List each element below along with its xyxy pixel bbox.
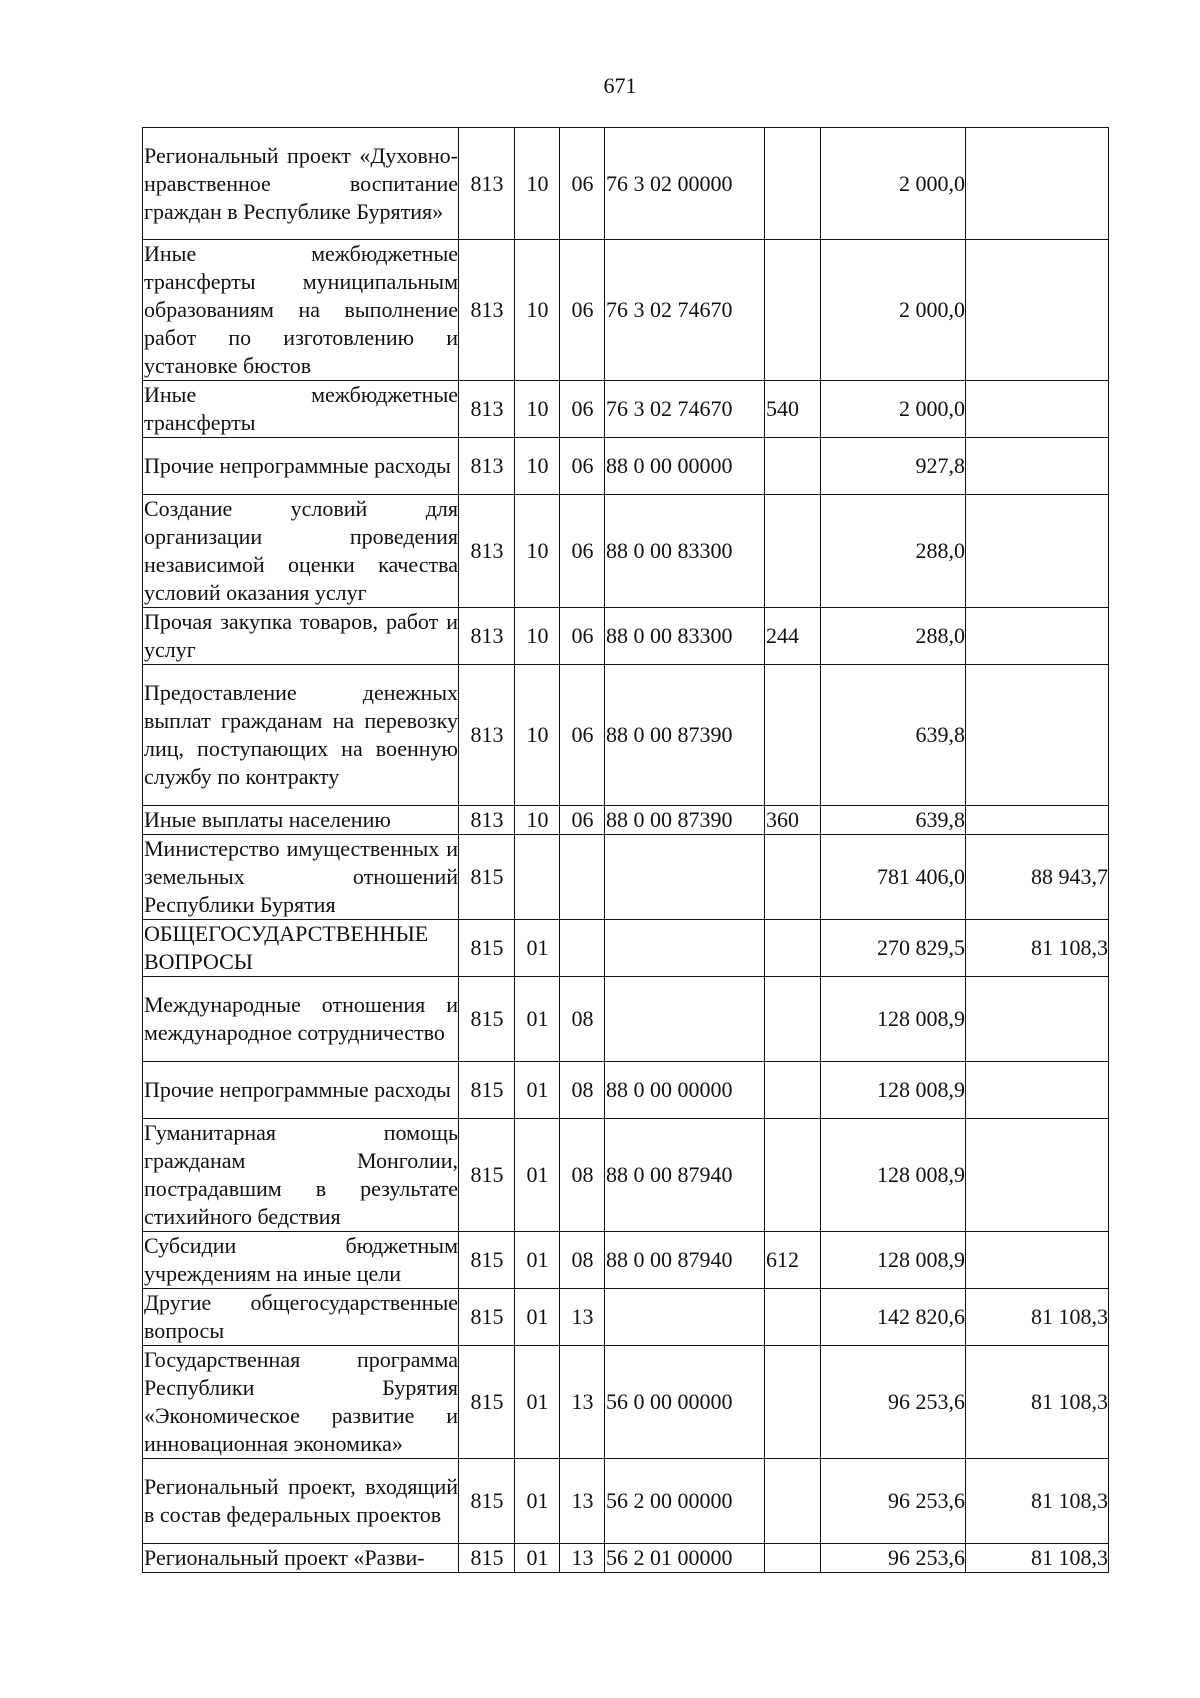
row-amount-federal	[966, 381, 1109, 438]
row-grbs-code: 815	[459, 977, 515, 1062]
row-amount-federal	[966, 806, 1109, 835]
row-section-code: 01	[515, 977, 560, 1062]
row-subsection-code: 08	[560, 977, 605, 1062]
row-section-code: 10	[515, 128, 560, 240]
row-subsection-code: 08	[560, 1232, 605, 1289]
row-amount: 128 008,9	[821, 1119, 966, 1232]
row-target-code: 76 3 02 00000	[605, 128, 765, 240]
row-amount-federal: 81 108,3	[966, 1346, 1109, 1459]
row-name: Гуманитарная помощь гражданам Монголии, пострадавшим в результате стихийного бедствия	[143, 1119, 459, 1232]
row-section-code: 01	[515, 1459, 560, 1544]
table-row	[143, 128, 1109, 240]
row-target-code	[605, 835, 765, 920]
row-expense-type	[765, 1346, 821, 1459]
row-grbs-code: 815	[459, 1232, 515, 1289]
row-name: Прочая закупка товаров, работ и услуг	[143, 608, 459, 665]
row-expense-type	[765, 495, 821, 608]
row-grbs-code: 815	[459, 920, 515, 977]
row-expense-type: 540	[765, 381, 821, 438]
row-amount-federal	[966, 438, 1109, 495]
row-target-code: 56 2 01 00000	[605, 1544, 765, 1573]
row-grbs-code: 815	[459, 1346, 515, 1459]
row-amount-federal	[966, 1119, 1109, 1232]
row-expense-type	[765, 977, 821, 1062]
row-section-code: 01	[515, 1346, 560, 1459]
table-row	[143, 835, 1109, 920]
row-name: Иные межбюджетные трансферты	[143, 381, 459, 438]
row-subsection-code: 08	[560, 1062, 605, 1119]
row-subsection-code: 08	[560, 1119, 605, 1232]
row-grbs-code: 813	[459, 495, 515, 608]
row-amount-federal: 81 108,3	[966, 1459, 1109, 1544]
row-grbs-code: 815	[459, 835, 515, 920]
row-section-code: 01	[515, 920, 560, 977]
row-subsection-code: 06	[560, 665, 605, 806]
row-amount: 288,0	[821, 608, 966, 665]
row-name: Субсидии бюджетным учреждениям на иные цели	[143, 1232, 459, 1289]
row-name: Другие общегосударственные вопросы	[143, 1289, 459, 1346]
table-row	[143, 1346, 1109, 1459]
row-expense-type	[765, 920, 821, 977]
table-row	[143, 806, 1109, 835]
row-name: Региональный проект, входящий в состав федеральных проектов	[143, 1459, 459, 1544]
row-amount: 2 000,0	[821, 128, 966, 240]
row-grbs-code: 813	[459, 665, 515, 806]
row-name: Международные отношения и международное сотрудничество	[143, 977, 459, 1062]
row-expense-type	[765, 835, 821, 920]
row-target-code: 88 0 00 87940	[605, 1232, 765, 1289]
row-amount: 639,8	[821, 806, 966, 835]
row-amount: 639,8	[821, 665, 966, 806]
row-amount-federal: 81 108,3	[966, 1544, 1109, 1573]
row-subsection-code	[560, 920, 605, 977]
row-name: Региональный проект «Духовно-нравственное воспитание граждан в Республике Бурятия»	[143, 128, 459, 240]
row-name: Региональный проект «Разви-	[143, 1544, 459, 1573]
row-subsection-code: 06	[560, 806, 605, 835]
row-amount: 288,0	[821, 495, 966, 608]
table-row	[143, 608, 1109, 665]
row-amount: 142 820,6	[821, 1289, 966, 1346]
row-expense-type	[765, 1289, 821, 1346]
row-name: Прочие непрограммные расходы	[143, 1062, 459, 1119]
row-section-code: 10	[515, 806, 560, 835]
row-section-code: 10	[515, 665, 560, 806]
row-subsection-code: 13	[560, 1346, 605, 1459]
row-name: Министерство имущественных и земельных отношений Республики Бурятия	[143, 835, 459, 920]
row-subsection-code: 13	[560, 1289, 605, 1346]
row-subsection-code: 06	[560, 240, 605, 381]
row-grbs-code: 815	[459, 1459, 515, 1544]
table-row	[143, 1232, 1109, 1289]
row-amount: 781 406,0	[821, 835, 966, 920]
row-grbs-code: 815	[459, 1062, 515, 1119]
row-section-code: 01	[515, 1544, 560, 1573]
row-subsection-code: 06	[560, 608, 605, 665]
row-section-code: 10	[515, 438, 560, 495]
table-row	[143, 920, 1109, 977]
row-section-code: 01	[515, 1289, 560, 1346]
row-amount-federal	[966, 1062, 1109, 1119]
row-section-code	[515, 835, 560, 920]
row-subsection-code: 06	[560, 495, 605, 608]
row-amount-federal	[966, 665, 1109, 806]
row-expense-type	[765, 1119, 821, 1232]
row-subsection-code: 06	[560, 381, 605, 438]
row-grbs-code: 813	[459, 128, 515, 240]
row-subsection-code: 13	[560, 1544, 605, 1573]
row-target-code: 76 3 02 74670	[605, 381, 765, 438]
row-name: Прочие непрограммные расходы	[143, 438, 459, 495]
row-expense-type	[765, 128, 821, 240]
row-name: Государственная программа Республики Бурятия «Экономическое развитие и инновационная экономика»	[143, 1346, 459, 1459]
row-amount: 96 253,6	[821, 1346, 966, 1459]
page-number: 671	[603, 73, 637, 98]
row-subsection-code: 13	[560, 1459, 605, 1544]
row-expense-type: 244	[765, 608, 821, 665]
row-amount: 128 008,9	[821, 977, 966, 1062]
row-name: ОБЩЕГОСУДАРСТВЕННЫЕ ВОПРОСЫ	[143, 920, 459, 977]
row-target-code: 88 0 00 83300	[605, 495, 765, 608]
row-expense-type: 360	[765, 806, 821, 835]
row-amount: 2 000,0	[821, 381, 966, 438]
row-amount: 96 253,6	[821, 1459, 966, 1544]
row-expense-type	[765, 438, 821, 495]
row-section-code: 10	[515, 608, 560, 665]
row-target-code	[605, 920, 765, 977]
row-amount: 270 829,5	[821, 920, 966, 977]
row-subsection-code	[560, 835, 605, 920]
table-row	[143, 240, 1109, 381]
row-name: Предоставление денежных выплат гражданам на перевозку лиц, поступающих на военную службу по контракту	[143, 665, 459, 806]
table-row	[143, 977, 1109, 1062]
row-target-code: 88 0 00 00000	[605, 1062, 765, 1119]
row-amount-federal: 81 108,3	[966, 920, 1109, 977]
row-subsection-code: 06	[560, 128, 605, 240]
row-target-code: 76 3 02 74670	[605, 240, 765, 381]
table-row	[143, 1544, 1109, 1573]
row-target-code: 56 2 00 00000	[605, 1459, 765, 1544]
row-expense-type	[765, 1459, 821, 1544]
row-amount: 927,8	[821, 438, 966, 495]
table-row	[143, 495, 1109, 608]
row-amount: 128 008,9	[821, 1232, 966, 1289]
row-amount: 96 253,6	[821, 1544, 966, 1573]
row-grbs-code: 815	[459, 1544, 515, 1573]
budget-table	[142, 127, 1109, 1573]
table-body	[143, 128, 1109, 1573]
row-grbs-code: 813	[459, 381, 515, 438]
row-expense-type	[765, 1062, 821, 1119]
row-expense-type: 612	[765, 1232, 821, 1289]
row-section-code: 10	[515, 381, 560, 438]
row-amount-federal	[966, 608, 1109, 665]
row-section-code: 10	[515, 240, 560, 381]
row-amount-federal	[966, 1232, 1109, 1289]
row-grbs-code: 815	[459, 1119, 515, 1232]
row-amount-federal	[966, 128, 1109, 240]
row-amount-federal: 81 108,3	[966, 1289, 1109, 1346]
table-row	[143, 381, 1109, 438]
row-amount-federal	[966, 240, 1109, 381]
row-section-code: 01	[515, 1119, 560, 1232]
row-amount-federal	[966, 495, 1109, 608]
row-grbs-code: 813	[459, 438, 515, 495]
row-amount: 128 008,9	[821, 1062, 966, 1119]
row-expense-type	[765, 665, 821, 806]
row-target-code: 56 0 00 00000	[605, 1346, 765, 1459]
row-grbs-code: 813	[459, 806, 515, 835]
row-amount-federal: 88 943,7	[966, 835, 1109, 920]
row-target-code: 88 0 00 83300	[605, 608, 765, 665]
row-expense-type	[765, 240, 821, 381]
row-amount-federal	[966, 977, 1109, 1062]
row-name: Создание условий для организации проведения независимой оценки качества условий оказания услуг	[143, 495, 459, 608]
table-row	[143, 1119, 1109, 1232]
row-amount: 2 000,0	[821, 240, 966, 381]
row-section-code: 01	[515, 1062, 560, 1119]
row-name: Иные выплаты населению	[143, 806, 459, 835]
row-target-code: 88 0 00 87390	[605, 665, 765, 806]
row-grbs-code: 815	[459, 1289, 515, 1346]
table-row	[143, 1289, 1109, 1346]
row-section-code: 01	[515, 1232, 560, 1289]
row-target-code: 88 0 00 87940	[605, 1119, 765, 1232]
row-subsection-code: 06	[560, 438, 605, 495]
row-target-code	[605, 1289, 765, 1346]
row-target-code	[605, 977, 765, 1062]
table-row	[143, 438, 1109, 495]
row-target-code: 88 0 00 87390	[605, 806, 765, 835]
row-grbs-code: 813	[459, 608, 515, 665]
row-name: Иные межбюджетные трансферты муниципальным образованиям на выполнение работ по изготовлению и установке бюстов	[143, 240, 459, 381]
table-row	[143, 1459, 1109, 1544]
table-row	[143, 665, 1109, 806]
row-target-code: 88 0 00 00000	[605, 438, 765, 495]
table-row	[143, 1062, 1109, 1119]
row-section-code: 10	[515, 495, 560, 608]
row-grbs-code: 813	[459, 240, 515, 381]
row-expense-type	[765, 1544, 821, 1573]
